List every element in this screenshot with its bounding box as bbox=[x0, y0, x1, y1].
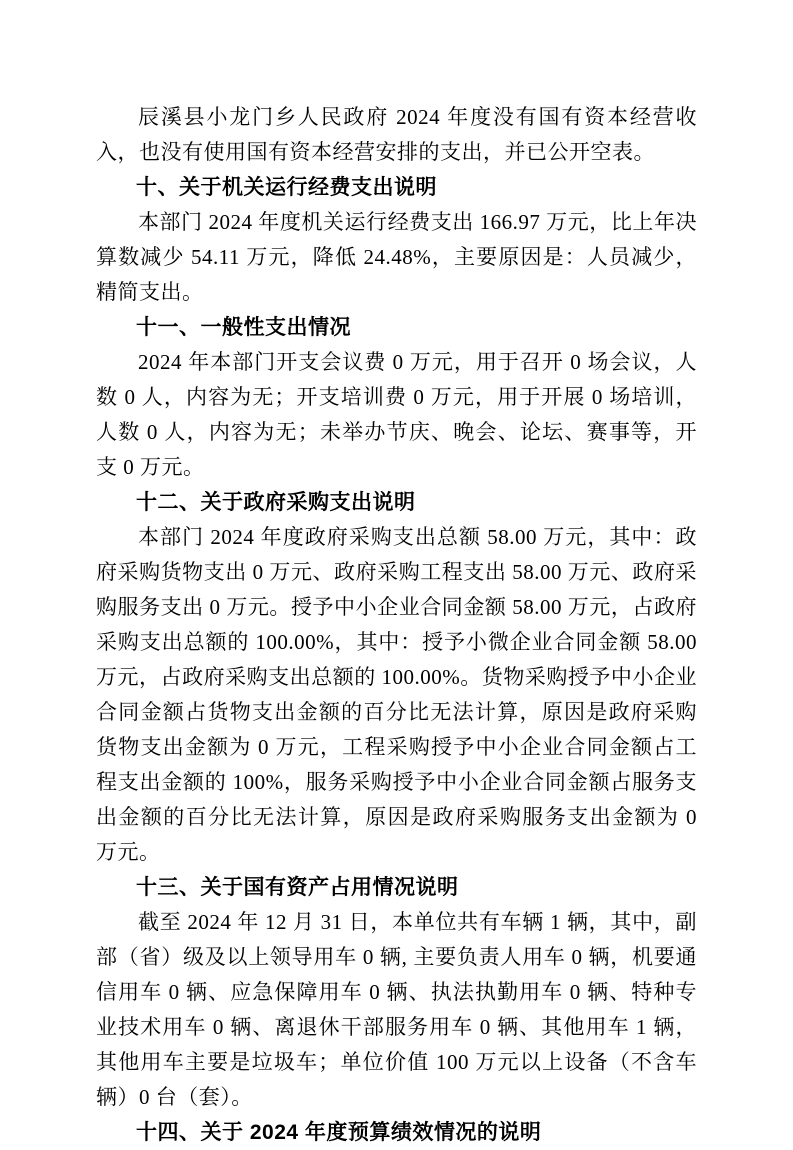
section-heading: 十二、关于政府采购支出说明 bbox=[136, 491, 416, 514]
section-heading: 十、关于机关运行经费支出说明 bbox=[136, 176, 437, 199]
section-heading: 十三、关于国有资产占用情况说明 bbox=[136, 876, 459, 899]
body-paragraph: 本部门 2024 年度政府采购支出总额 58.00 万元，其中：政府采购货物支出 0 万元、政府采购工程支出 58.00 万元、政府采购服务支出 0 万元。授予中小企业合同金额 58.00 万元，占政府采购支出总额的 100.00%，其中：授予小微企业合同金额 58.00 万元，占政府采购支出总额的 100.00%。货物采购授予中小企业合同金额占货物支出金额的百分比无法计算，原因是政府采购货物支出金额为 0 万元，工程采购授予中小企业合同金额占工程支出金额的 100%，服务采购授予中小企业合同金额占服务支出金额的百分比无法计算，原因是政府采购服务支出金额为 0 万元。 bbox=[96, 525, 697, 864]
body-paragraph: 2024 年本部门开支会议费 0 万元，用于召开 0 场会议，人数 0 人，内容为无；开支培训费 0 万元，用于开展 0 场培训，人数 0 人，内容为无；未举办节庆、晚会、论坛、赛事等，开支 0 万元。 bbox=[96, 350, 697, 479]
body-paragraph: 截至 2024 年 12 月 31 日，本单位共有车辆 1 辆，其中，副部（省）级及以上领导用车 0 辆, 主要负责人用车 0 辆，机要通信用车 0 辆、应急保障用车 0 辆、执法执勤用车 0 辆、特种专业技术用车 0 辆、离退休干部服务用车 0 辆、其他用车 1 辆，其他用车主要是垃圾车；单位价值 100 万元以上设备（不含车辆）0 台（套）。 bbox=[96, 910, 697, 1109]
section-heading: 十一、一般性支出情况 bbox=[136, 316, 351, 339]
body-paragraph: 本部门 2024 年度机关运行经费支出 166.97 万元，比上年决算数减少 54.11 万元，降低 24.48%，主要原因是：人员减少，精简支出。 bbox=[96, 210, 697, 304]
document-content bbox=[96, 100, 697, 1150]
section-heading: 十四、关于 2024 年度预算绩效情况的说明 bbox=[136, 1121, 542, 1144]
body-paragraph: 辰溪县小龙门乡人民政府 2024 年度没有国有资本经营收入，也没有使用国有资本经营安排的支出，并已公开空表。 bbox=[96, 105, 697, 164]
